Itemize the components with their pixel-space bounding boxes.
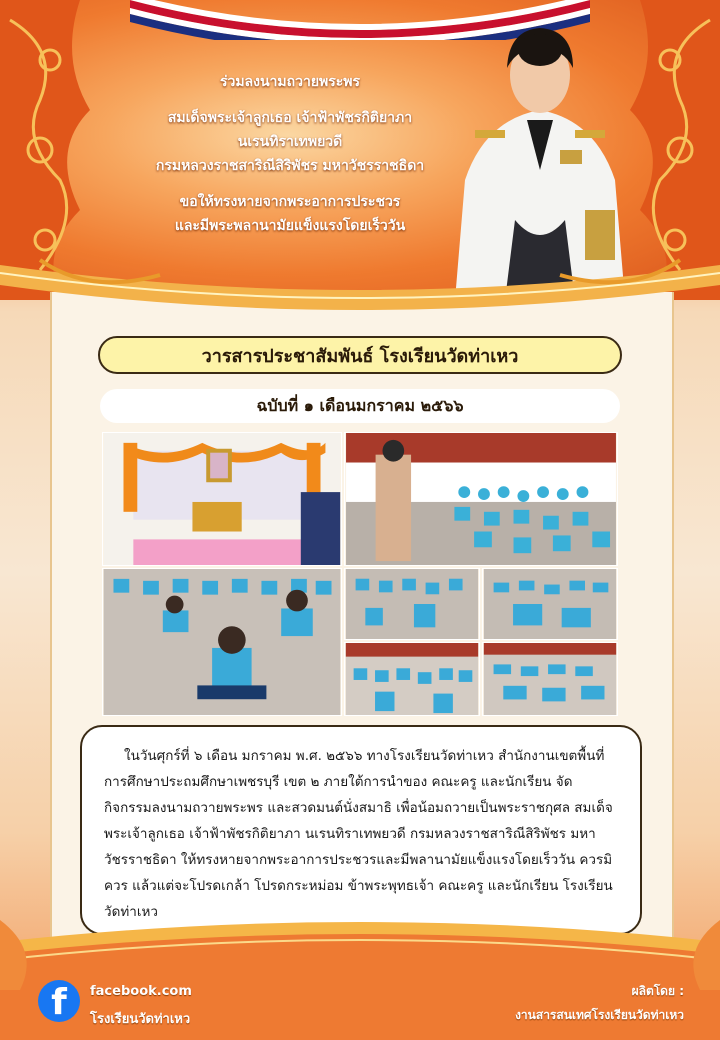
article-box	[80, 725, 642, 935]
facebook-url[interactable]: facebook.com	[90, 984, 192, 999]
facebook-page-name: โรงเรียนวัดท่าเหว	[90, 1012, 191, 1027]
credit-name: งานสารสนเทศโรงเรียนวัดท่าเหว	[515, 1008, 684, 1022]
students-prostrating-photo	[482, 642, 618, 716]
headline-line: สมเด็จพระเจ้าลูกเธอ เจ้าฟ้าพัชรกิติยาภา	[167, 110, 413, 126]
credit-label: ผลิตโดย :	[631, 984, 684, 998]
headline-line: และมีพระพลานามัยแข็งแรงโดยเร็ววัน	[174, 218, 406, 234]
students-meditation-photo	[102, 568, 342, 716]
students-assembly-photo	[344, 432, 618, 566]
article-body: ในวันศุกร์ที่ ๖ เดือน มกราคม พ.ศ. ๒๕๖๖ ทางโรงเรียนวัดท่าเหว สำนักงานเขตพื้นที่การศึกษาประถมศึกษาเพชรบุรี เขต ๒ ภายใต้การนำของ คณะครู และนักเรียน จัดกิจกรรมลงนามถวายพระพร และสวดมนต์นั่งสมาธิ เพื่อน้อมถวายเป็นพระราชกุศล สมเด็จพระเจ้าลูกเธอ เจ้าฟ้าพัชรกิติยาภา นเรนทิราเทพยวดี กรมหลวงราชสาริณีสิริพัชร มหาวัชรราชธิดา ให้ทรงหายจากพระอาการประชวรและมีพลานามัยแข็งแรงโดยเร็ววัน ควรมิควร แล้วแต่จะโปรดเกล้า โปรดกระหม่อม ข้าพระพุทธเจ้า คณะครู และนักเรียน โรงเรียนวัดท่าเหว	[104, 748, 613, 920]
students-sitting-photo	[344, 568, 480, 640]
newsletter-title: วารสารประชาสัมพันธ์ โรงเรียนวัดท่าเหว	[98, 336, 622, 374]
royal-blessing-text	[110, 70, 470, 238]
students-bowing-photo	[482, 568, 618, 640]
students-hall-photo	[344, 642, 480, 716]
headline-line: ร่วมลงนามถวายพระพร	[219, 74, 361, 90]
photo-collage	[102, 432, 618, 716]
shrine-photo	[102, 432, 342, 566]
headline-line: นเรนทิราเทพยวดี	[237, 134, 343, 150]
facebook-icon[interactable]: f	[38, 980, 80, 1022]
headline-line: ขอให้ทรงหายจากพระอาการประชวร	[179, 194, 401, 210]
headline-line: กรมหลวงราชสาริณีสิริพัชร มหาวัชรราชธิดา	[155, 158, 425, 174]
issue-label: ฉบับที่ ๑ เดือนมกราคม ๒๕๖๖	[100, 389, 620, 423]
gold-scroll-divider	[0, 255, 720, 310]
